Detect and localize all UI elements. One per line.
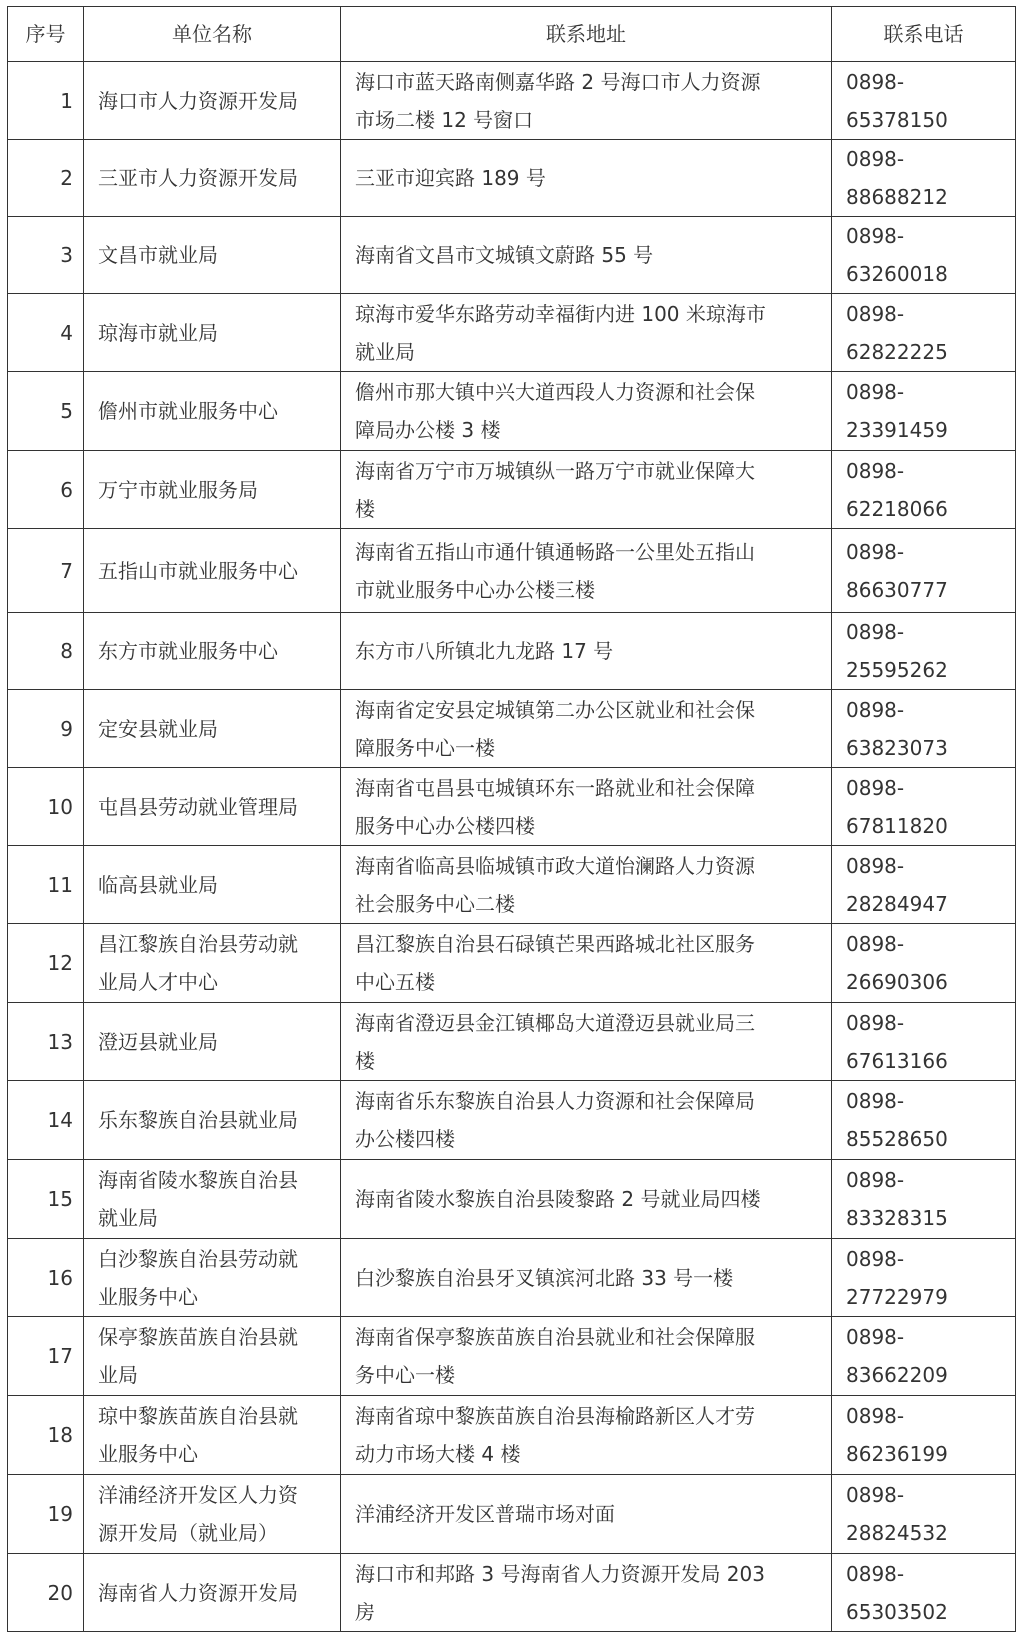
row-number: 9 — [8, 690, 84, 768]
unit-name: 澄迈县就业局 — [84, 1003, 341, 1081]
phone-number: 0898-65303502 — [832, 1554, 1016, 1632]
phone-number: 0898-63823073 — [832, 690, 1016, 768]
unit-name: 海南省人力资源开发局 — [84, 1554, 341, 1632]
header-phone: 联系电话 — [832, 7, 1016, 62]
address: 昌江黎族自治县石碌镇芒果西路城北社区服务 中心五楼 — [341, 924, 832, 1003]
table-row — [8, 1160, 1016, 1239]
phone-number: 0898-67811820 — [832, 768, 1016, 846]
contact-table — [7, 6, 1016, 1632]
row-number: 3 — [8, 217, 84, 294]
address: 海南省临高县临城镇市政大道怡澜路人力资源 社会服务中心二楼 — [341, 846, 832, 924]
row-number: 1 — [8, 62, 84, 140]
row-number: 19 — [8, 1475, 84, 1554]
header-row — [8, 7, 1016, 62]
unit-name: 昌江黎族自治县劳动就 业局人才中心 — [84, 924, 341, 1003]
table-row — [8, 294, 1016, 372]
row-number: 4 — [8, 294, 84, 372]
header-number: 序号 — [8, 7, 84, 62]
unit-name: 万宁市就业服务局 — [84, 451, 341, 529]
unit-name: 琼中黎族苗族自治县就 业服务中心 — [84, 1396, 341, 1475]
row-number: 11 — [8, 846, 84, 924]
table-row — [8, 1554, 1016, 1632]
address: 海南省保亭黎族苗族自治县就业和社会保障服 务中心一楼 — [341, 1317, 832, 1396]
address: 白沙黎族自治县牙叉镇滨河北路 33 号一楼 — [341, 1239, 832, 1317]
phone-number: 0898-26690306 — [832, 924, 1016, 1003]
unit-name: 东方市就业服务中心 — [84, 613, 341, 690]
phone-number: 0898-83662209 — [832, 1317, 1016, 1396]
header-unit-name: 单位名称 — [84, 7, 341, 62]
phone-number: 0898-25595262 — [832, 613, 1016, 690]
table-row — [8, 529, 1016, 613]
phone-number: 0898-62218066 — [832, 451, 1016, 529]
phone-number: 0898-28824532 — [832, 1475, 1016, 1554]
table-row — [8, 1396, 1016, 1475]
address: 海南省屯昌县屯城镇环东一路就业和社会保障 服务中心办公楼四楼 — [341, 768, 832, 846]
address: 海南省琼中黎族苗族自治县海榆路新区人才劳 动力市场大楼 4 楼 — [341, 1396, 832, 1475]
row-number: 17 — [8, 1317, 84, 1396]
row-number: 20 — [8, 1554, 84, 1632]
row-number: 18 — [8, 1396, 84, 1475]
table-row — [8, 1317, 1016, 1396]
address: 海口市和邦路 3 号海南省人力资源开发局 203 房 — [341, 1554, 832, 1632]
phone-number: 0898-67613166 — [832, 1003, 1016, 1081]
unit-name: 海口市人力资源开发局 — [84, 62, 341, 140]
table-row — [8, 217, 1016, 294]
unit-name: 定安县就业局 — [84, 690, 341, 768]
header-address: 联系地址 — [341, 7, 832, 62]
unit-name: 屯昌县劳动就业管理局 — [84, 768, 341, 846]
unit-name: 五指山市就业服务中心 — [84, 529, 341, 613]
row-number: 7 — [8, 529, 84, 613]
row-number: 10 — [8, 768, 84, 846]
phone-number: 0898-88688212 — [832, 140, 1016, 217]
row-number: 5 — [8, 372, 84, 451]
unit-name: 洋浦经济开发区人力资 源开发局（就业局） — [84, 1475, 341, 1554]
table-row — [8, 1003, 1016, 1081]
address: 琼海市爱华东路劳动幸福街内进 100 米琼海市 就业局 — [341, 294, 832, 372]
unit-name: 保亭黎族苗族自治县就 业局 — [84, 1317, 341, 1396]
row-number: 15 — [8, 1160, 84, 1239]
phone-number: 0898-83328315 — [832, 1160, 1016, 1239]
address: 东方市八所镇北九龙路 17 号 — [341, 613, 832, 690]
unit-name: 三亚市人力资源开发局 — [84, 140, 341, 217]
table-row — [8, 1239, 1016, 1317]
phone-number: 0898-28284947 — [832, 846, 1016, 924]
address: 海南省万宁市万城镇纵一路万宁市就业保障大 楼 — [341, 451, 832, 529]
phone-number: 0898-65378150 — [832, 62, 1016, 140]
row-number: 8 — [8, 613, 84, 690]
table-row — [8, 846, 1016, 924]
row-number: 2 — [8, 140, 84, 217]
table-row — [8, 690, 1016, 768]
row-number: 14 — [8, 1081, 84, 1160]
row-number: 13 — [8, 1003, 84, 1081]
address: 海南省五指山市通什镇通畅路一公里处五指山 市就业服务中心办公楼三楼 — [341, 529, 832, 613]
phone-number: 0898-86630777 — [832, 529, 1016, 613]
phone-number: 0898-62822225 — [832, 294, 1016, 372]
table-row — [8, 924, 1016, 1003]
address: 海南省陵水黎族自治县陵黎路 2 号就业局四楼 — [341, 1160, 832, 1239]
row-number: 12 — [8, 924, 84, 1003]
phone-number: 0898-63260018 — [832, 217, 1016, 294]
row-number: 6 — [8, 451, 84, 529]
address: 海南省文昌市文城镇文蔚路 55 号 — [341, 217, 832, 294]
table-row — [8, 451, 1016, 529]
phone-number: 0898-86236199 — [832, 1396, 1016, 1475]
row-number: 16 — [8, 1239, 84, 1317]
table-row — [8, 372, 1016, 451]
unit-name: 白沙黎族自治县劳动就 业服务中心 — [84, 1239, 341, 1317]
phone-number: 0898-27722979 — [832, 1239, 1016, 1317]
unit-name: 琼海市就业局 — [84, 294, 341, 372]
table-row — [8, 140, 1016, 217]
table-row — [8, 768, 1016, 846]
address: 海南省定安县定城镇第二办公区就业和社会保 障服务中心一楼 — [341, 690, 832, 768]
phone-number: 0898-85528650 — [832, 1081, 1016, 1160]
unit-name: 儋州市就业服务中心 — [84, 372, 341, 451]
unit-name: 临高县就业局 — [84, 846, 341, 924]
table-row — [8, 613, 1016, 690]
table-row — [8, 62, 1016, 140]
address: 海口市蓝天路南侧嘉华路 2 号海口市人力资源 市场二楼 12 号窗口 — [341, 62, 832, 140]
table-row — [8, 1081, 1016, 1160]
phone-number: 0898-23391459 — [832, 372, 1016, 451]
address: 儋州市那大镇中兴大道西段人力资源和社会保 障局办公楼 3 楼 — [341, 372, 832, 451]
unit-name: 乐东黎族自治县就业局 — [84, 1081, 341, 1160]
address: 海南省澄迈县金江镇椰岛大道澄迈县就业局三 楼 — [341, 1003, 832, 1081]
address: 洋浦经济开发区普瑞市场对面 — [341, 1475, 832, 1554]
address: 三亚市迎宾路 189 号 — [341, 140, 832, 217]
unit-name: 文昌市就业局 — [84, 217, 341, 294]
table-row — [8, 1475, 1016, 1554]
address: 海南省乐东黎族自治县人力资源和社会保障局 办公楼四楼 — [341, 1081, 832, 1160]
unit-name: 海南省陵水黎族自治县 就业局 — [84, 1160, 341, 1239]
